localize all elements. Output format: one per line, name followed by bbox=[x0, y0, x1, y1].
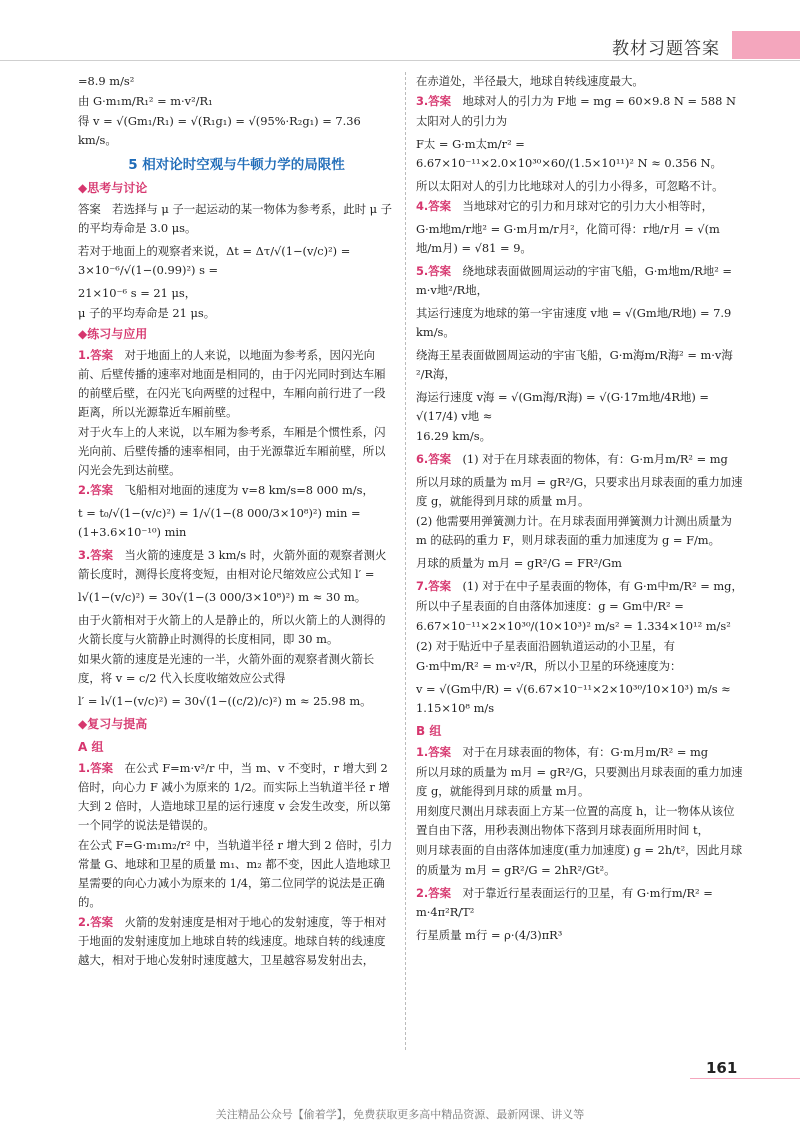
section-title: 5 相对论时空观与牛顿力学的局限性 bbox=[128, 157, 345, 173]
answer-label: 7.答案 bbox=[416, 579, 452, 593]
answer-label: 1.答案 bbox=[78, 348, 114, 362]
text-line: 若对于地面上的观察者来说，Δt = Δτ/√(1−(v/c)²) = 3×10⁻⁶/√(1−(0.99)²) s = bbox=[78, 244, 351, 277]
answer-item: 5.答案 绕地球表面做圆周运动的宇宙飞船，G·m地m/R地² = m·v地²/R地， bbox=[416, 264, 732, 297]
left-column bbox=[78, 72, 395, 1052]
formula-line: v = √(Gm中/R) = √(6.67×10⁻¹¹×2×10³⁰/10×10³) m/s ≈ 1.15×10⁸ m/s bbox=[416, 682, 731, 715]
answer-label: 2.答案 bbox=[416, 886, 452, 900]
header-tab bbox=[732, 31, 800, 59]
answer-label: 6.答案 bbox=[416, 452, 452, 466]
group-b-label: B 组 bbox=[416, 724, 442, 738]
text-line: (2) 对于贴近中子星表面沿圆轨道运动的小卫星，有 bbox=[416, 639, 675, 653]
formula-line: G·m地m/r地² = G·m月m/r月²，化简可得：r地/r月 = √(m地/m月) = √81 = 9。 bbox=[416, 222, 720, 255]
formula-line: 6.67×10⁻¹¹×2×10³⁰/(10×10³)² m/s² = 1.334×10¹² m/s² bbox=[416, 619, 731, 633]
header-title: 教材习题答案 bbox=[612, 39, 720, 59]
formula-line: t = t₀/√(1−(v/c)²) = 1/√(1−(8 000/3×10⁸)²) min = (1+3.6×10⁻¹⁰) min bbox=[78, 506, 361, 539]
formula-line: G·m中m/R² = m·v²/R，所以小卫星的环绕速度为： bbox=[416, 659, 682, 673]
text-line: 16.29 km/s。 bbox=[416, 429, 492, 443]
answer-item: 2.答案 飞船相对地面的速度为 v=8 km/s=8 000 m/s， bbox=[78, 483, 374, 497]
right-column bbox=[416, 72, 743, 1052]
answer-label: 4.答案 bbox=[416, 199, 452, 213]
text-line: 所以月球的质量为 m月 = gR²/G，只要测出月球表面的重力加速度 g，就能得到月球的质量 m月。 bbox=[416, 765, 743, 798]
answer-label: 5.答案 bbox=[416, 264, 452, 278]
formula-line: 海运行速度 v海 = √(Gm海/R海) = √(G·17m地/4R地) = √(17/4) v地 ≈ bbox=[416, 390, 709, 423]
answer-item: 1.答案 在公式 F=m·v²/r 中，当 m、v 不变时，r 增大到 2 倍时，向心力 F 减小为原来的 1/2。而实际上当轨道半径 r 增大到 2 倍时，人造地球卫星的运行速度 v 会发生改变，所以第一个同学的说法是错误的。 bbox=[78, 761, 391, 832]
text-line: 得 v = √(Gm₁/R₁) = √(R₁g₁) = √(95%·R₂g₁) = 7.36 km/s。 bbox=[78, 114, 361, 147]
answer-label: 3.答案 bbox=[416, 94, 452, 108]
subhead-review: ◆复习与提高 bbox=[78, 717, 148, 731]
formula-line: F太 = G·m太m/r² = 6.67×10⁻¹¹×2.0×10³⁰×60/(1.5×10¹¹)² N ≈ 0.356 N。 bbox=[416, 137, 722, 170]
text-line: 所以太阳对人的引力比地球对人的引力小得多，可忽略不计。 bbox=[416, 179, 724, 193]
formula-line: 绕海王星表面做圆周运动的宇宙飞船，G·m海m/R海² = m·v海²/R海， bbox=[416, 348, 733, 381]
page-number: 161 bbox=[706, 1059, 738, 1077]
text-line: 所以月球的质量为 m月 = gR²/G，只要求出月球表面的重力加速度 g，就能得到月球的质量 m月。 bbox=[416, 475, 743, 508]
answer-label: 2.答案 bbox=[78, 483, 114, 497]
answer-item: 1.答案 对于在月球表面的物体，有：G·m月m/R² = mg bbox=[416, 745, 709, 759]
subhead-practice: ◆练习与应用 bbox=[78, 327, 148, 341]
text-line: 由于火箭相对于火箭上的人是静止的，所以火箭上的人测得的火箭长度与火箭静止时测得的长度相同，即 30 m。 bbox=[78, 613, 386, 646]
answer-label: 2.答案 bbox=[78, 915, 114, 929]
subhead-think: ◆思考与讨论 bbox=[78, 181, 148, 195]
answer-item: 4.答案 当地球对它的引力和月球对它的引力大小相等时， bbox=[416, 199, 714, 213]
footer-note: 关注精品公众号【偷着学】，免费获取更多高中精品资源、最新网课、讲义等 bbox=[215, 1108, 585, 1121]
formula-line: 月球的质量为 m月 = gR²/G = FR²/Gm bbox=[416, 556, 622, 570]
text-line: 在公式 F=G·m₁m₂/r² 中，当轨道半径 r 增大到 2 倍时，引力常量 G、地球和卫星的质量 m₁、m₂ 都不变，因此人造地球卫星需要的向心力减小为原来的 1/4，第二位同学的说法是正确的。 bbox=[78, 838, 393, 909]
answer-label: 3.答案 bbox=[78, 548, 114, 562]
formula-line: l√(1−(v/c)²) = 30√(1−(3 000/3×10⁸)²) m ≈ 30 m。 bbox=[78, 590, 367, 604]
text-line: 如果火箭的速度是光速的一半，火箭外面的观察者测火箭长度，将 v = c/2 代入长度收缩效应公式得 bbox=[78, 652, 375, 685]
answer-label: 1.答案 bbox=[78, 761, 114, 775]
answer-item: 6.答案 (1) 对于在月球表面的物体，有：G·m月m/R² = mg bbox=[416, 452, 728, 466]
header-divider bbox=[0, 60, 800, 61]
formula-line: 所以中子星表面的自由落体加速度：g = Gm中/R² = bbox=[416, 599, 684, 613]
text-line: (2) 他需要用弹簧测力计。在月球表面用弹簧测力计测出质量为 m 的砝码的重力 F，则月球表面的重力加速度为 g = F/m。 bbox=[416, 514, 732, 547]
text-line: =8.9 m/s² bbox=[78, 74, 135, 88]
text-line: 21×10⁻⁶ s = 21 μs， bbox=[78, 286, 197, 300]
text-line: μ 子的平均寿命是 21 μs。 bbox=[78, 306, 216, 320]
formula-line: 行星质量 m行 = ρ·(4/3)πR³ bbox=[416, 928, 563, 942]
formula-line: l′ = l√(1−(v/c)²) = 30√(1−((c/2)/c)²) m ≈ 25.98 m。 bbox=[78, 694, 372, 708]
formula-line: 的质量为 m月 = gR²/G = 2hR²/Gt²。 bbox=[416, 863, 616, 877]
answer-item: 2.答案 对于靠近行星表面运行的卫星，有 G·m行m/R² = m·4π²R/T² bbox=[416, 886, 713, 919]
answer-item: 2.答案 火箭的发射速度是相对于地心的发射速度，等于相对于地面的发射速度加上地球自转的线速度。地球自转的线速度越大，相对于地心发射时速度越大，卫星越容易发射出去， bbox=[78, 915, 387, 967]
text-line: 对于火车上的人来说，以车厢为参考系，车厢是个惯性系，闪光向前、后壁传播的速率相同，由于光源靠近车厢前壁，所以闪光会先到达前壁。 bbox=[78, 425, 386, 477]
text-line: 太阳对人的引力为 bbox=[416, 114, 508, 128]
text-line: 在赤道处，半径最大，地球自转线速度最大。 bbox=[416, 74, 644, 88]
text-line: 答案 若选择与 μ 子一起运动的某一物体为参考系，此时 μ 子的平均寿命是 3.0 μs。 bbox=[78, 202, 393, 235]
formula-line: 其运行速度为地球的第一宇宙速度 v地 = √(Gm地/R地) = 7.9 km/s。 bbox=[416, 306, 732, 339]
answer-item: 7.答案 (1) 对于在中子星表面的物体，有 G·m中m/R² = mg， bbox=[416, 579, 743, 593]
answer-item: 1.答案 对于地面上的人来说，以地面为参考系，因闪光向前、后壁传播的速率对地面是相同的，由于闪光同时到达车厢的前壁后壁，在闪光飞向两壁的过程中，车厢向前行进了一段距离，所以光源靠近车厢前壁。 bbox=[78, 348, 386, 419]
answer-item: 3.答案 地球对人的引力为 F地 = mg = 60×9.8 N = 588 N bbox=[416, 94, 736, 108]
answer-label: 1.答案 bbox=[416, 745, 452, 759]
group-a-label: A 组 bbox=[78, 740, 104, 754]
formula-line: 则月球表面的自由落体加速度(重力加速度) g = 2h/t²，因此月球 bbox=[416, 843, 743, 857]
text-line: 用刻度尺测出月球表面上方某一位置的高度 h，让一物体从该位置自由下落，用秒表测出物体下落到月球表面所用时间 t， bbox=[416, 804, 735, 837]
answer-item: 3.答案 当火箭的速度是 3 km/s 时，火箭外面的观察者测火箭长度时，测得长度将变短，由相对论尺缩效应公式知 l′ = bbox=[78, 548, 387, 581]
text-line: 由 G·m₁m/R₁² = m·v²/R₁ bbox=[78, 94, 213, 108]
page-number-underline bbox=[690, 1078, 800, 1079]
column-divider bbox=[405, 72, 406, 1050]
